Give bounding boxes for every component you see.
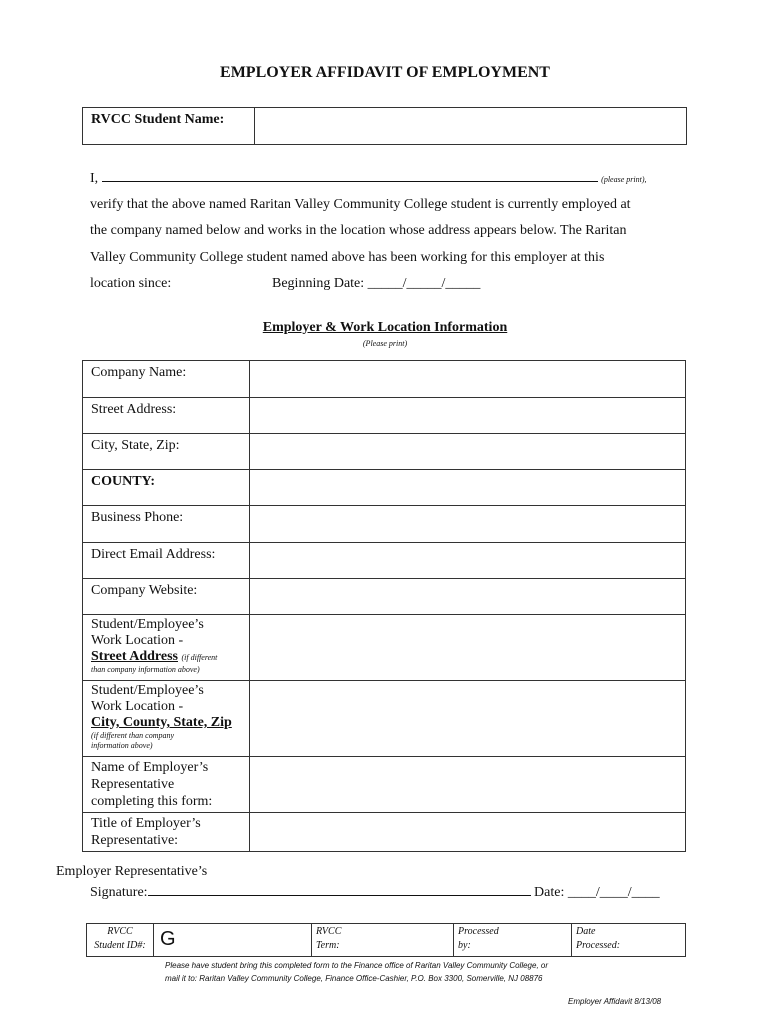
company-website-label: Company Website: (83, 579, 250, 615)
street-address-label: Street Address: (83, 398, 250, 434)
business-phone-label: Business Phone: (83, 506, 250, 543)
student-name-table (82, 107, 687, 145)
company-name-field[interactable] (249, 361, 685, 398)
work-street-label-line-1: Student/Employee’s (91, 617, 204, 632)
company-name-label: Company Name: (83, 361, 250, 398)
section-title: Employer & Work Location Information (262, 320, 508, 335)
rep-title-label-line-1: Title of Employer’s (91, 816, 201, 831)
signature-line[interactable] (148, 882, 531, 896)
work-street-field[interactable] (249, 615, 685, 681)
rep-name-label-line-1: Name of Employer’s (91, 760, 209, 775)
work-city-label (83, 681, 250, 757)
processed-by-label-line-1: Processed (458, 926, 499, 937)
beginning-date-field[interactable]: Beginning Date: _____/_____/_____ (272, 276, 481, 291)
term-field[interactable] (312, 924, 454, 957)
footer-line-1: Please have student bring this completed form to the Finance office of Raritan Valley Community College, or (165, 961, 549, 970)
rvcc-id-label (87, 924, 154, 957)
please-print-note: (please print), (601, 175, 647, 184)
work-street-note-2: than company information above) (91, 665, 200, 674)
employer-name-line[interactable] (102, 168, 598, 182)
date-processed-label-line-2: Processed: (576, 940, 621, 951)
rep-title-label (83, 813, 250, 852)
work-city-label-line-1: Student/Employee’s (91, 683, 204, 698)
processed-by-field[interactable] (454, 924, 572, 957)
work-city-label-line-3: City, County, State, Zip (91, 715, 232, 730)
work-street-label-line-3: Street Address (91, 649, 178, 664)
date-processed-field[interactable] (572, 924, 686, 957)
signature-date-field[interactable]: Date: ____/____/____ (534, 885, 660, 900)
signature-label: Signature: (90, 885, 148, 900)
signature-row (90, 882, 690, 901)
rep-name-label-line-2: Representative (91, 777, 175, 792)
student-name-field[interactable] (255, 108, 687, 145)
rep-name-label (83, 757, 250, 813)
employer-info-table (82, 360, 686, 852)
company-website-field[interactable] (249, 579, 685, 615)
form-title: EMPLOYER AFFIDAVIT OF EMPLOYMENT (220, 64, 550, 81)
work-city-label-line-2: Work Location - (91, 699, 184, 714)
county-label: COUNTY: (83, 470, 250, 506)
declaration-line-1 (90, 166, 680, 194)
work-city-field[interactable] (249, 681, 685, 757)
section-subtitle: (Please print) (362, 339, 408, 348)
table-row (83, 615, 686, 681)
rep-name-label-line-3: completing this form: (91, 794, 213, 809)
signature-label-line-1: Employer Representative’s (56, 864, 208, 879)
term-label-line-2: Term: (316, 940, 340, 951)
rvcc-id-label-line-1: RVCC (107, 926, 133, 937)
declaration-prefix: I, (90, 171, 99, 186)
direct-email-label: Direct Email Address: (83, 543, 250, 579)
declaration-line-2: verify that the above named Raritan Valley Community College student is currently employed at (90, 197, 631, 212)
rep-title-field[interactable] (249, 813, 685, 852)
work-city-note-2: information above) (91, 741, 153, 750)
business-phone-field[interactable] (249, 506, 685, 543)
work-street-note-1: (if different (181, 653, 218, 662)
work-street-label-line-2: Work Location - (91, 633, 184, 648)
table-row (83, 470, 686, 506)
city-state-zip-label: City, State, Zip: (83, 434, 250, 470)
declaration-line-3: the company named below and works in the location whose address appears below. The Raritan (90, 223, 627, 238)
work-street-label (83, 615, 250, 681)
street-address-field[interactable] (249, 398, 685, 434)
date-processed-label-line-1: Date (576, 926, 596, 937)
revision-label: Employer Affidavit 8/13/08 (568, 997, 662, 1006)
rep-name-field[interactable] (249, 757, 685, 813)
county-field[interactable] (249, 470, 685, 506)
direct-email-field[interactable] (249, 543, 685, 579)
work-city-note-1: (if different than company (91, 731, 175, 740)
table-row (83, 813, 686, 852)
table-row (83, 434, 686, 470)
location-since-label: location since: (90, 276, 172, 291)
footer-instructions (165, 959, 548, 985)
footer-line-2: mail it to: Raritan Valley Community College, Finance Office-Cashier, P.O. Box 3300, Somerville, NJ 08876 (165, 974, 543, 983)
table-row (83, 757, 686, 813)
table-row (83, 361, 686, 398)
declaration-line-5 (90, 271, 680, 298)
term-label-line-1: RVCC (316, 926, 342, 937)
student-name-label: RVCC Student Name: (83, 108, 255, 145)
rvcc-id-label-line-2: Student ID#: (94, 940, 146, 951)
processed-by-label-line-2: by: (458, 940, 471, 951)
table-row (83, 681, 686, 757)
rep-title-label-line-2: Representative: (91, 833, 179, 848)
table-row (83, 506, 686, 543)
city-state-zip-field[interactable] (249, 434, 685, 470)
table-row (83, 398, 686, 434)
table-row (83, 579, 686, 615)
student-id-field[interactable]: G (154, 924, 312, 957)
table-row (83, 543, 686, 579)
declaration-line-4: Valley Community College student named above has been working for this employer at this (90, 250, 605, 265)
office-use-table (86, 923, 686, 957)
